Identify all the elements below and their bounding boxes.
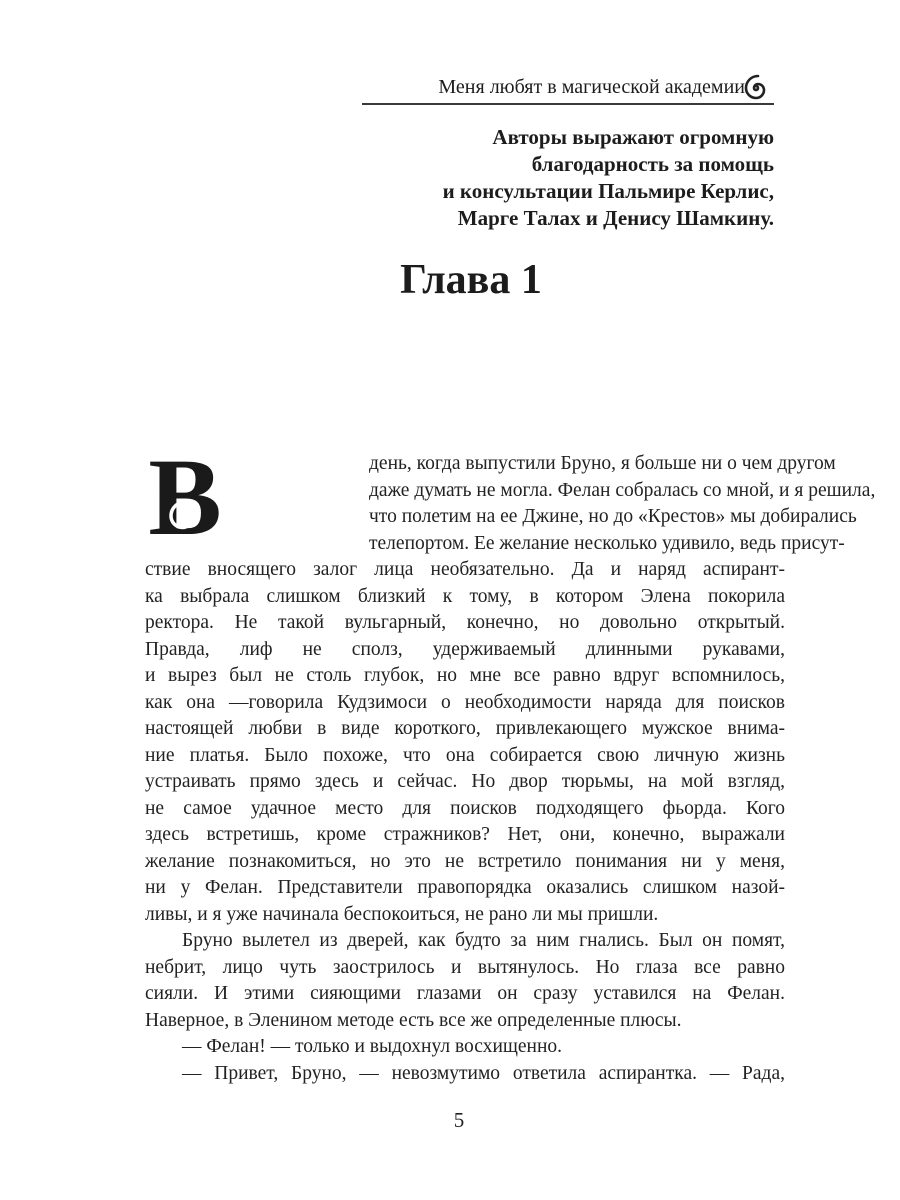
text-line: и вырез был не столь глубок, но мне все равно вдруг вспомнилось, — [145, 665, 785, 686]
text-line: небрит, лицо чуть заострилось и вытянулось. Но глаза все равно — [145, 956, 785, 978]
text-line: как она —говорила Кудзимоси о необходимости наряда для поисков — [145, 691, 785, 713]
text-line: что полетим на ее Джине, но до «Крестов» мы добирались — [369, 506, 857, 527]
text-line: ни у Фелан. Представители правопорядка оказались слишком назой- — [145, 877, 785, 898]
text-line: не самое удачное место для поисков подходящего фьорда. Кого — [145, 797, 785, 819]
header-rule — [362, 103, 774, 105]
text-line: день, когда выпустили Бруно, я больше ни о чем другом — [369, 453, 836, 474]
acknowledgement-line: Авторы выражают огромную — [492, 125, 774, 149]
running-header: Меня любят в магической академии — [438, 76, 745, 98]
text-line: устраивать прямо здесь и сейчас. Но двор тюрьмы, на мой взгляд, — [145, 771, 785, 792]
text-line: сияли. И этими сияющими глазами он сразу уставился на Фелан. — [145, 983, 785, 1004]
text-line: ливы, и я уже начинала беспокоиться, не рано ли мы пришли. — [145, 903, 659, 925]
acknowledgement-line: благодарность за помощь — [531, 152, 774, 176]
swirl-ornament-icon — [740, 72, 772, 104]
dropcap-letter: В — [148, 450, 222, 554]
text-line: Правда, лиф не сполз, удерживаемый длинными рукавами, — [145, 638, 785, 660]
text-line: ствие вносящего залог лица необязательно. Да и наряд аспирант- — [145, 559, 785, 580]
text-line: желание познакомиться, но это не встретило понимания ни у меня, — [145, 850, 785, 872]
text-line: — Привет, Бруно, — невозмутимо ответила аспирантка. — Рада, — [182, 1062, 785, 1084]
acknowledgement-line: и консультации Пальмире Керлис, — [442, 179, 774, 203]
text-line: — Фелан! — только и выдохнул восхищенно. — [182, 1036, 563, 1057]
page-number: 5 — [453, 1108, 465, 1132]
text-line: даже думать не могла. Фелан собралась со мной, и я решила, — [369, 479, 876, 501]
text-line: Бруно вылетел из дверей, как будто за ним гнались. Был он помят, — [182, 930, 785, 951]
text-line: здесь встретишь, кроме стражников? Нет, они, конечно, выражали — [145, 824, 785, 845]
acknowledgement-line: Марге Талах и Денису Шамкину. — [457, 206, 774, 230]
text-line: Наверное, в Эленином методе есть все же определенные плюсы. — [145, 1009, 682, 1031]
chapter-title: Глава 1 — [400, 257, 542, 303]
text-line: телепортом. Ее желание несколько удивило, ведь присут- — [369, 532, 845, 554]
text-line: ние платья. Было похоже, что она собирается свою личную жизнь — [145, 744, 785, 766]
text-line: настоящей любви в виде короткого, привлекающего мужское внима- — [145, 718, 785, 739]
body-text — [145, 451, 876, 1087]
text-line: ка выбрала слишком близкий к тому, в котором Элена покорила — [145, 585, 785, 607]
acknowledgement — [274, 124, 774, 232]
text-line: ректора. Не такой вульгарный, конечно, но довольно открытый. — [145, 612, 785, 633]
